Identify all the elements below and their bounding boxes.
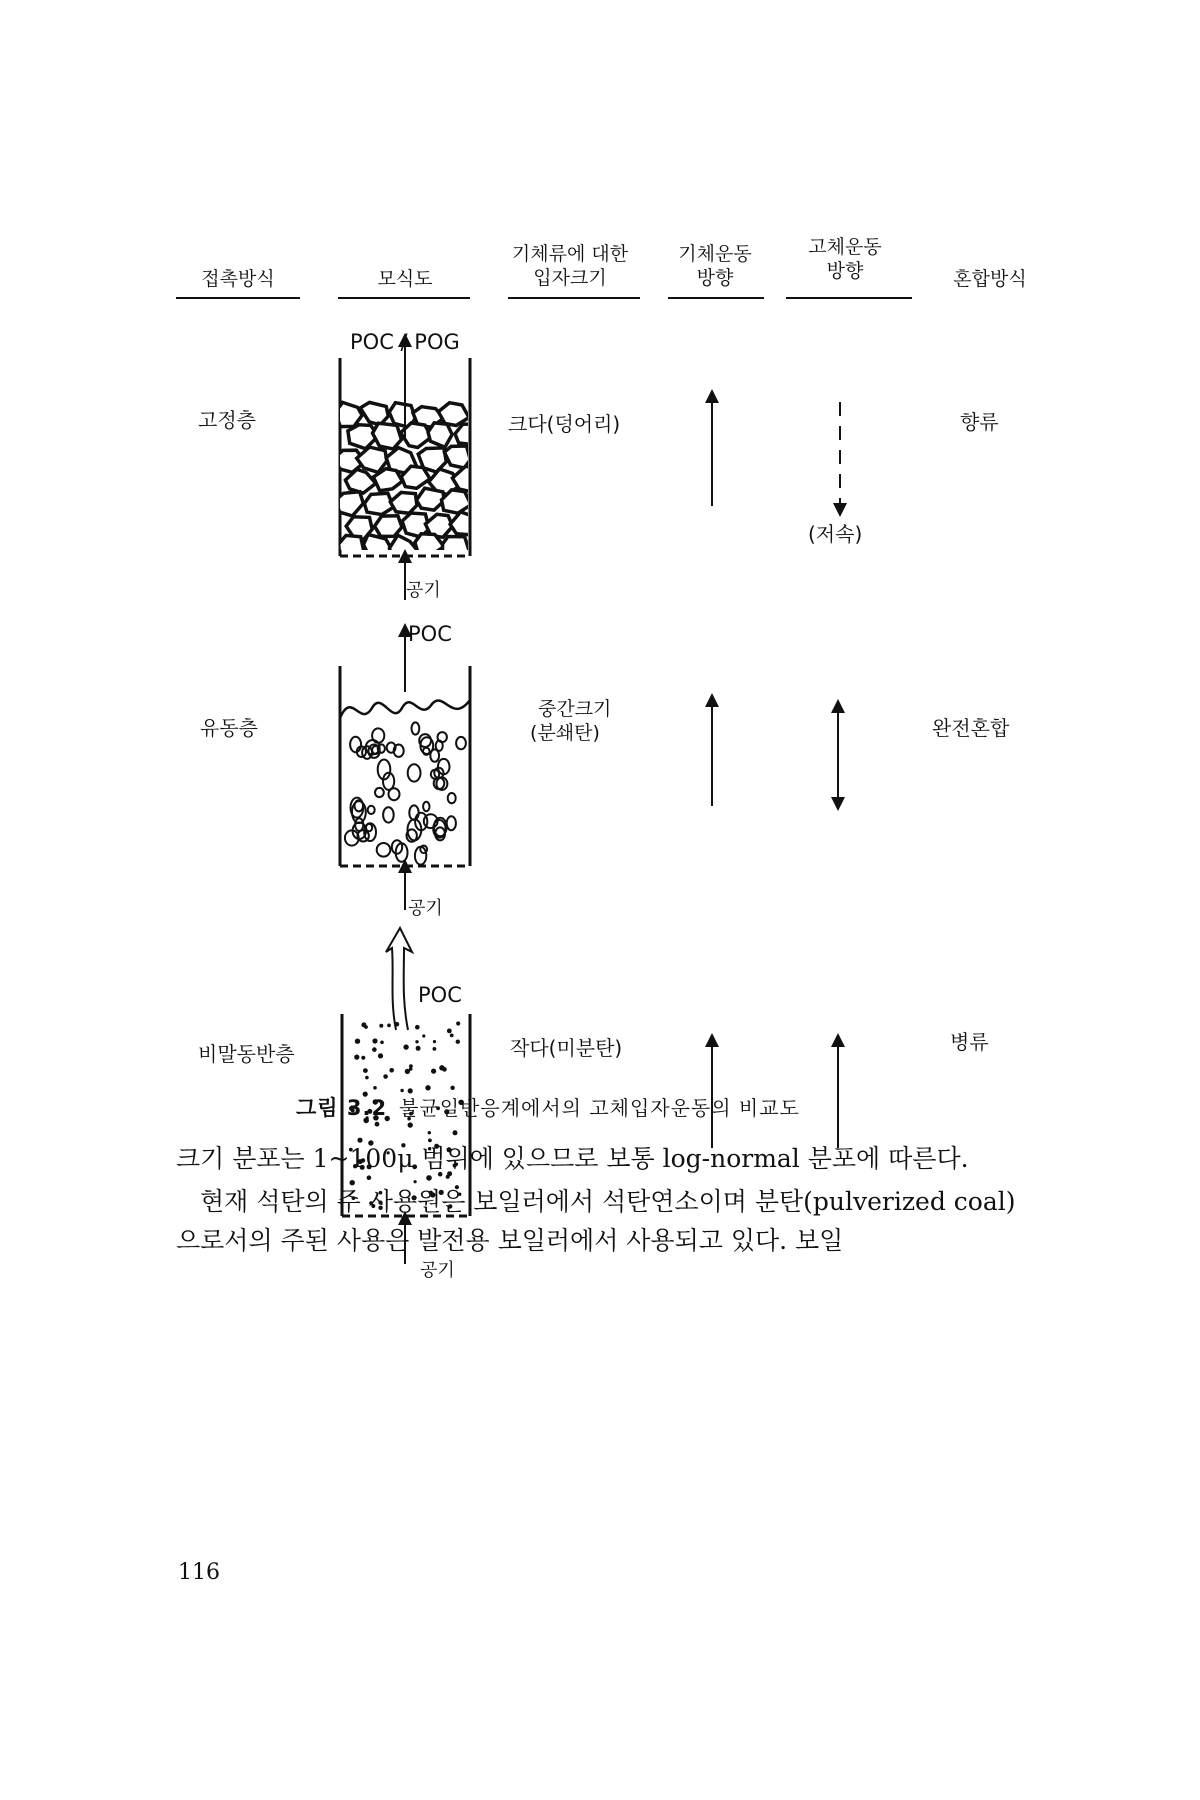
bottom-label-fluidized-bed: 공기: [408, 898, 443, 919]
fine-particle: [355, 1039, 360, 1044]
fine-particle: [373, 1086, 377, 1090]
fine-particle: [375, 1122, 380, 1127]
bottom-label-entrained-bed: 공기: [420, 1260, 455, 1281]
fine-particle: [372, 1047, 377, 1052]
fine-particle: [450, 1034, 454, 1038]
mixing-fixed-bed: 향류: [960, 410, 999, 434]
fine-particle: [403, 1044, 408, 1049]
coal-lump: [428, 423, 452, 447]
particle-size-fluidized-bed-2: (분쇄탄): [530, 722, 600, 744]
row-name-entrained-bed: 비말동반층: [198, 1042, 295, 1066]
fine-particle: [383, 1074, 388, 1079]
bed-particle: [409, 805, 418, 820]
top-label-fluidized-bed: POC: [408, 622, 452, 646]
bed-particle: [383, 807, 394, 822]
caption-number: 그림 3.2: [296, 1096, 388, 1120]
fine-particle: [431, 1069, 436, 1074]
mixing-entrained-bed: 병류: [950, 1030, 989, 1054]
bed-particle: [447, 816, 456, 830]
bed-particle: [350, 737, 361, 752]
row-name-fluidized-bed: 유동층: [200, 716, 258, 740]
fine-particle: [456, 1021, 460, 1025]
bed-particle: [377, 843, 391, 857]
bed-particle: [423, 802, 429, 811]
fluidized-bed-particles: [345, 722, 466, 864]
fine-particle: [415, 1040, 418, 1043]
header-contact-method: 접촉방식: [201, 268, 275, 290]
bed-particle: [438, 732, 447, 742]
bed-particle: [368, 806, 375, 814]
bed-particle: [375, 788, 384, 797]
fine-particle: [361, 1056, 365, 1060]
bed-particle: [355, 818, 363, 831]
fine-particle: [416, 1046, 421, 1051]
fine-particle: [447, 1029, 452, 1034]
fine-particle: [378, 1053, 383, 1058]
fixed-bed-lumps: [332, 402, 482, 560]
body-paragraph-2: 현재 석탄의 주 사용원은 보일러에서 석탄연소이며 분탄(pulverized coal)으로서의 주된 사용은 발전용 보일러에서 사용되고 있다. 보일: [176, 1186, 1016, 1255]
coal-lump: [401, 466, 430, 488]
fine-particle: [363, 1068, 368, 1073]
fine-particle: [456, 1040, 460, 1044]
top-label-fixed-bed: POC / POG: [350, 330, 460, 354]
coal-lump: [373, 423, 402, 449]
fine-particle: [405, 1069, 410, 1074]
fine-particle: [433, 1040, 436, 1043]
header-particle-size: 기체류에 대한 입자크기: [511, 243, 629, 289]
fine-particle: [379, 1024, 383, 1028]
coal-lump: [390, 492, 417, 513]
bottom-label-fixed-bed: 공기: [406, 580, 441, 601]
coal-lump: [452, 466, 482, 492]
bed-particle: [412, 722, 420, 734]
fine-particle: [439, 1065, 444, 1070]
body-paragraph-1: 크기 분포는 1~100μ 범위에 있으므로 보통 log-normal 분포에 따른다.: [176, 1144, 969, 1173]
header-solid-motion: 고체운동 방향: [808, 236, 882, 282]
fine-particle: [380, 1041, 384, 1045]
fine-particle: [408, 1122, 413, 1127]
figure-caption: [296, 1092, 936, 1122]
page-number: 116: [178, 1560, 220, 1585]
header-schematic: 모식도: [377, 268, 433, 290]
fine-particle: [422, 1034, 425, 1037]
fine-particle: [387, 1024, 391, 1028]
caption-text: 불균일반응계에서의 고체입자운동의 비교도: [399, 1096, 800, 1120]
bed-particle: [408, 764, 421, 781]
particle-size-entrained-bed: 작다(미분탄): [510, 1036, 623, 1060]
fine-particle: [372, 1038, 377, 1043]
coal-lump: [442, 490, 472, 513]
bed-particle: [448, 793, 456, 803]
fine-particle: [450, 1086, 454, 1090]
coal-lump: [364, 493, 393, 514]
fine-particle: [389, 1068, 394, 1073]
fine-particle: [453, 1130, 458, 1135]
top-label-entrained-bed: POC: [418, 983, 462, 1007]
coal-lump: [357, 447, 387, 472]
fine-particle: [433, 1047, 437, 1051]
fine-particle: [354, 1055, 359, 1060]
particle-size-fixed-bed: 크다(덩어리): [508, 412, 621, 436]
fine-particle: [425, 1085, 430, 1090]
header-mixing: 혼합방식: [953, 268, 1027, 290]
coal-lump: [455, 424, 479, 445]
body-text: [176, 1140, 1036, 1260]
fine-particle: [364, 1025, 368, 1029]
header-gas-motion: 기체운동 방향: [678, 243, 752, 289]
fine-particle: [428, 1131, 431, 1134]
coal-lump: [360, 402, 388, 425]
particle-size-fluidized-bed-1: 중간크기: [538, 698, 612, 720]
mixing-fluidized-bed: 완전혼합: [932, 716, 1010, 740]
fine-particle: [415, 1025, 420, 1030]
bed-particle: [456, 737, 466, 749]
coal-lump: [450, 512, 479, 535]
fine-particle: [365, 1076, 369, 1080]
solid-note-fixed-bed: (저속): [808, 522, 863, 546]
entrained-bed-gas-out-arrow: [386, 928, 412, 1030]
row-name-fixed-bed: 고정층: [198, 408, 256, 432]
